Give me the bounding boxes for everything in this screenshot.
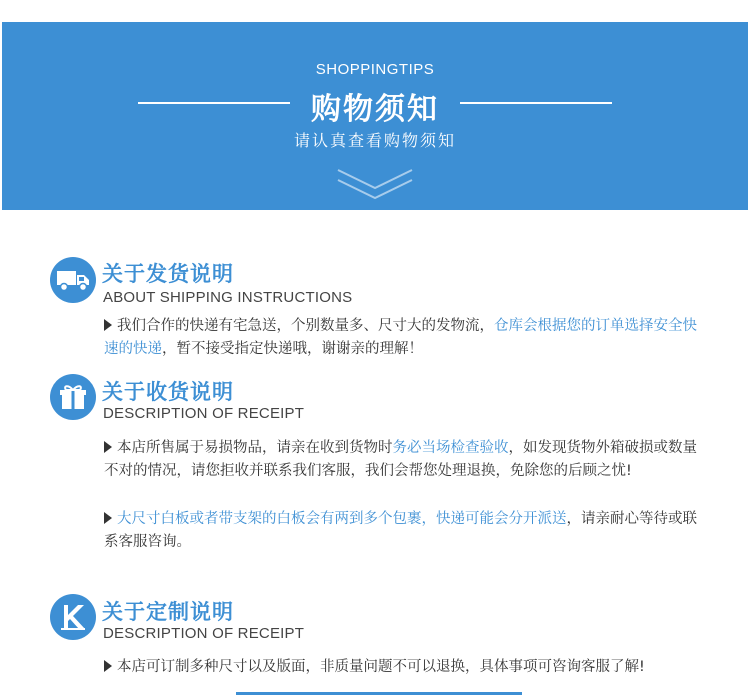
banner-subtitle: 请认真查看购物须知: [293, 131, 456, 150]
gift-box-icon: [50, 374, 96, 420]
bullet-arrow-icon: [104, 441, 112, 453]
receipt-section-subtitle: DESCRIPTION OF RECEIPT: [103, 405, 305, 422]
shipping-section-title: 关于发货说明: [102, 262, 234, 286]
banner-eyebrow: SHOPPINGTIPS: [315, 61, 435, 78]
receipt-inspection-note: [104, 437, 698, 483]
shipping-note-text-end: ，暂不接受指定快递哦，谢谢亲的理解！: [162, 341, 423, 357]
shipping-note-text: 我们合作的快递有宅急送，个别数量多、尺寸大的发物流，: [117, 318, 494, 334]
shopping-tips-banner: [2, 22, 748, 210]
delivery-truck-icon: [50, 257, 96, 303]
custom-order-note: [104, 656, 714, 679]
bullet-arrow-icon: [104, 512, 112, 524]
receipt-section-title: 关于收货说明: [102, 380, 234, 404]
custom-section-subtitle: DESCRIPTION OF RECEIPT: [103, 625, 305, 642]
banner-divider-right: [460, 102, 612, 104]
shipping-note-highlight: 仓库会根据您的订单选择安全快速的快递: [104, 318, 697, 357]
receipt-note-highlight: 务必当场检查验收: [392, 440, 509, 456]
bullet-arrow-icon: [104, 660, 112, 672]
package-note-highlight: 大尺寸白板或者带支架的白板会有两到多个包裹，快递可能会分开派送: [117, 511, 567, 527]
banner-title: 购物须知: [311, 92, 439, 127]
double-chevron-down-icon: [332, 162, 418, 200]
bullet-arrow-icon: [104, 319, 112, 331]
receipt-package-note: [104, 508, 698, 554]
drafting-compass-icon: [50, 594, 96, 640]
custom-note-text: 本店可订制多种尺寸以及版面，非质量问题不可以退换，具体事项可咨询客服了解!: [117, 659, 645, 675]
custom-section-title: 关于定制说明: [102, 600, 234, 624]
receipt-note-text: 本店所售属于易损物品，请亲在收到货物时: [117, 440, 393, 456]
package-note-text: ，请亲耐心等待或联系客服咨询。: [104, 511, 697, 550]
shipping-section-subtitle: ABOUT SHIPPING INSTRUCTIONS: [103, 289, 353, 306]
shipping-note: [104, 315, 704, 361]
receipt-note-text-end: ，如发现货物外箱破损或数量不对的情况，请您拒收并联系我们客服，我们会帮您处理退换，免除您的后顾之忧!: [104, 440, 697, 479]
